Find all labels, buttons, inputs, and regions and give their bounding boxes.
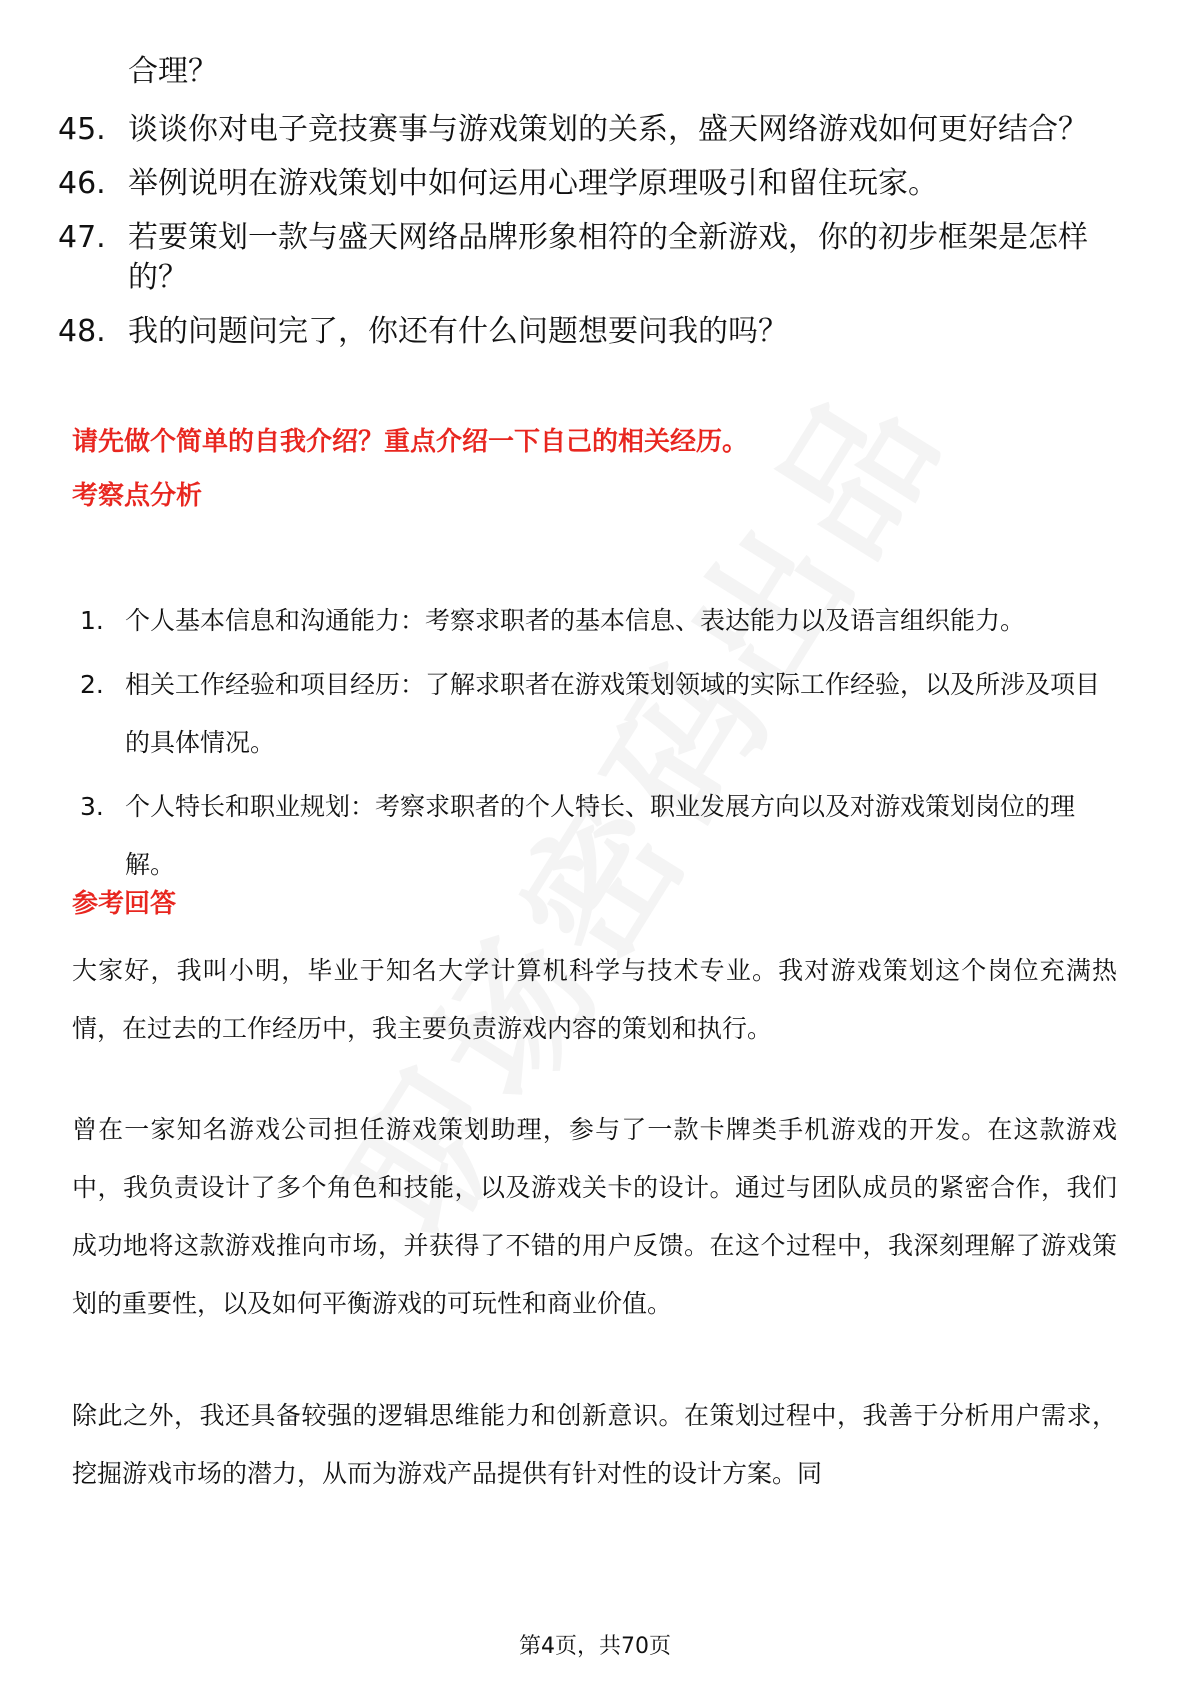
list-item <box>58 218 1118 298</box>
answer-paragraph: 曾在一家知名游戏公司担任游戏策划助理，参与了一款卡牌类手机游戏的开发。在这款游戏中，我负责设计了多个角色和技能，以及游戏关卡的设计。通过与团队成员的紧密合作，我们成功地将这款游戏推向市场，并获得了不错的用户反馈。在这个过程中，我深刻理解了游戏策划的重要性，以及如何平衡游戏的可玩性和商业价值。 <box>72 1115 1117 1318</box>
question-number: 47. <box>58 220 106 255</box>
list-item <box>80 656 1120 772</box>
question-text: 我的问题问完了，你还有什么问题想要问我的吗？ <box>128 314 788 349</box>
answer-paragraph: 除此之外，我还具备较强的逻辑思维能力和创新意识。在策划过程中，我善于分析用户需求，挖掘游戏市场的潜力，从而为游戏产品提供有针对性的设计方案。同 <box>72 1401 1117 1488</box>
analysis-heading: 考察点分析 <box>72 481 203 511</box>
question-text: 举例说明在游戏策划中如何运用心理学原理吸引和留住玩家。 <box>128 166 938 201</box>
analysis-list <box>80 592 1120 900</box>
answer-heading: 参考回答 <box>72 889 177 919</box>
list-item <box>80 778 1120 894</box>
question-continuation: 合理？ <box>128 54 218 89</box>
list-item <box>80 592 1120 650</box>
analysis-text: 相关工作经验和项目经历：了解求职者在游戏策划领域的实际工作经验，以及所涉及项目的具体情况。 <box>125 670 1101 757</box>
question-text: 若要策划一款与盛天网络品牌形象相符的全新游戏，你的初步框架是怎样的？ <box>128 220 1088 295</box>
analysis-number: 1. <box>80 606 104 635</box>
question-text: 谈谈你对电子竞技赛事与游戏策划的关系，盛天网络游戏如何更好结合？ <box>128 112 1088 147</box>
question-list <box>58 110 1118 366</box>
question-number: 48. <box>58 314 106 349</box>
list-item <box>58 110 1118 150</box>
analysis-text: 个人特长和职业规划：考察求职者的个人特长、职业发展方向以及对游戏策划岗位的理解。 <box>125 792 1076 879</box>
list-item <box>58 164 1118 204</box>
analysis-number: 2. <box>80 670 104 699</box>
answer-paragraph: 大家好，我叫小明，毕业于知名大学计算机科学与技术专业。我对游戏策划这个岗位充满热情，在过去的工作经历中，我主要负责游戏内容的策划和执行。 <box>72 956 1117 1043</box>
analysis-text: 个人基本信息和沟通能力：考察求职者的基本信息、表达能力以及语言组织能力。 <box>125 606 1026 635</box>
question-number: 46. <box>58 166 106 201</box>
list-item <box>58 312 1118 352</box>
analysis-number: 3. <box>80 792 104 821</box>
page-footer: 第4页，共70页 <box>519 1634 671 1659</box>
question-title: 请先做个简单的自我介绍？重点介绍一下自己的相关经历。 <box>72 427 749 457</box>
question-number: 45. <box>58 112 106 147</box>
